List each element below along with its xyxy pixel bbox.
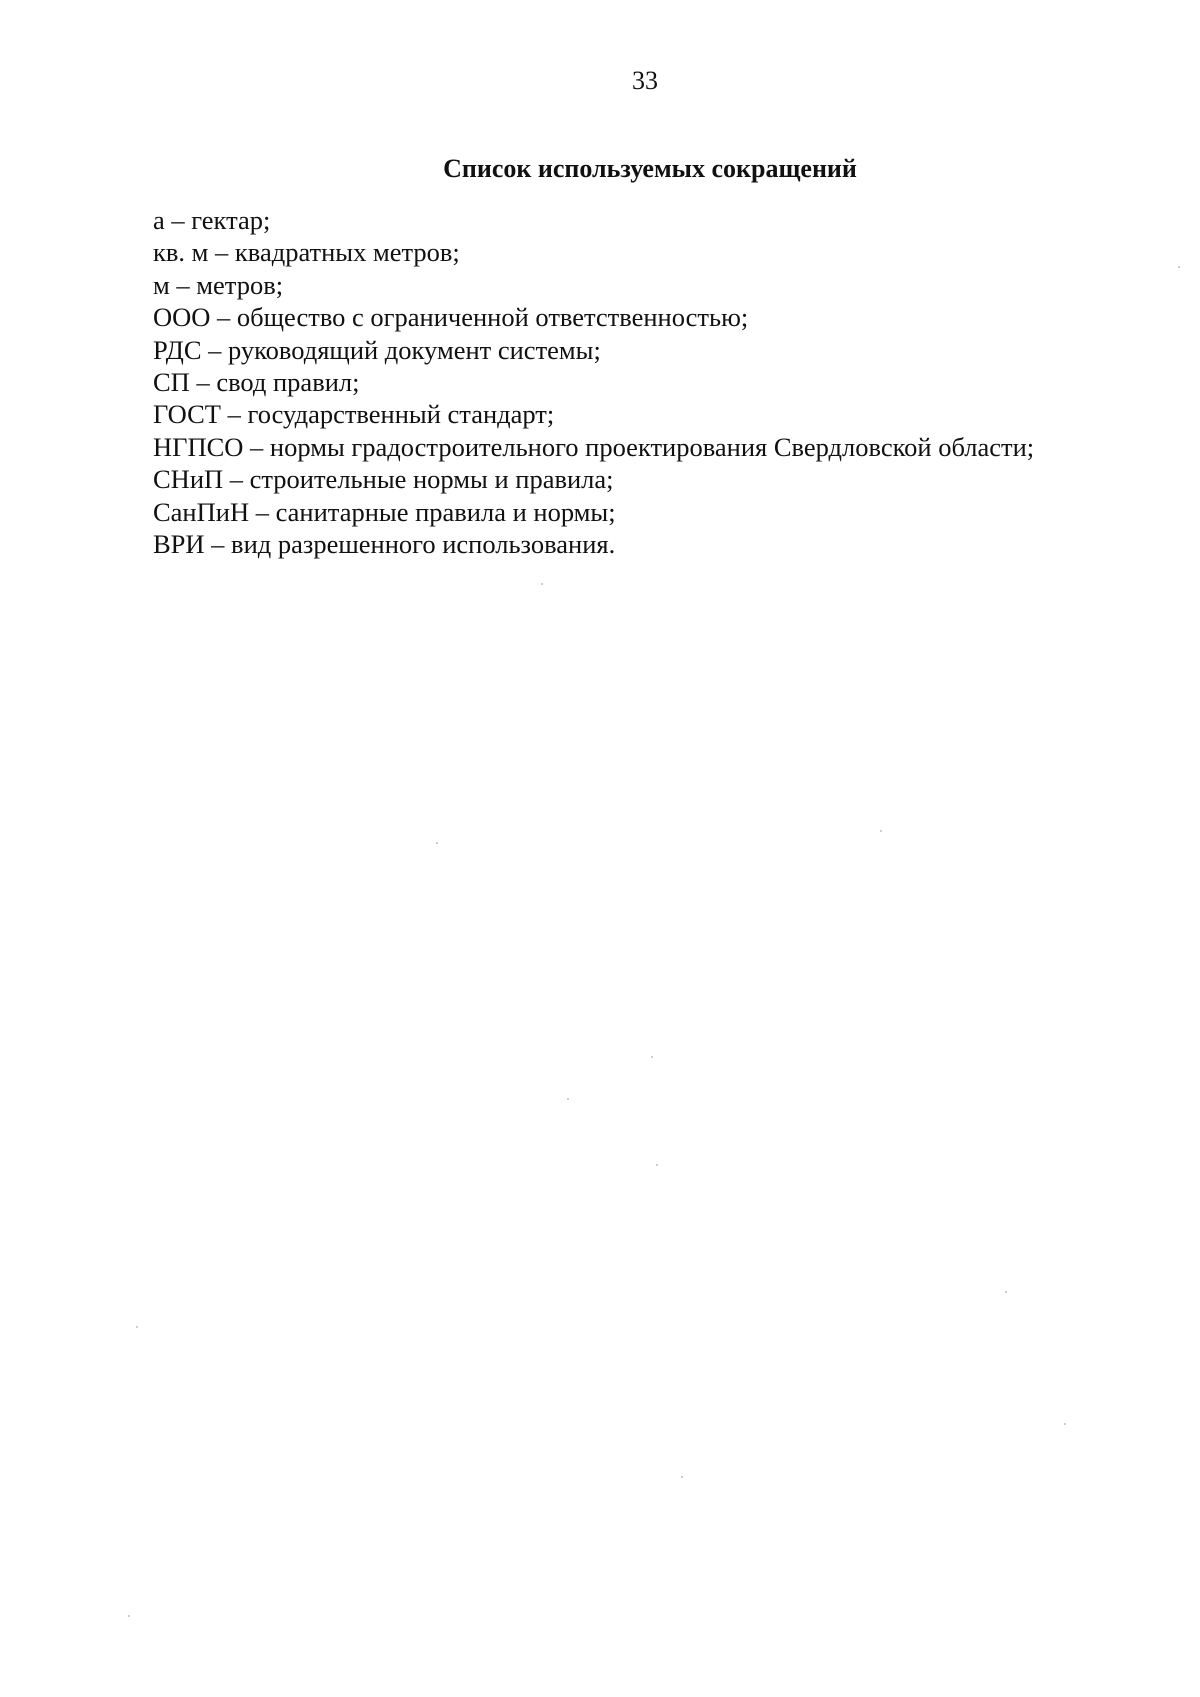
scan-speck <box>656 1164 658 1166</box>
page-number: 33 <box>632 66 658 95</box>
scan-speck <box>567 1098 569 1100</box>
list-item: а – гектар; <box>153 205 271 235</box>
scan-speck <box>436 842 438 844</box>
scan-speck <box>1064 1423 1066 1425</box>
list-item: РДС – руководящий документ системы; <box>153 334 601 365</box>
list-item: ГОСТ – государственный стандарт; <box>153 399 555 430</box>
list-item: НГПСО – нормы градостроительного проектирования Свердловской области; <box>153 431 1035 462</box>
list-item: СНиП – строительные нормы и правила; <box>153 464 614 495</box>
scan-speck <box>651 1056 653 1058</box>
page-title: Список используемых сокращений <box>443 154 857 183</box>
list-item: ВРИ – вид разрешенного использования. <box>153 529 616 560</box>
list-item: СП – свод правил; <box>153 367 360 398</box>
scan-speck <box>1005 1291 1007 1293</box>
list-item: м – метров; <box>153 269 284 300</box>
list-item: СанПиН – санитарные правила и нормы; <box>153 496 616 527</box>
scan-speck <box>136 1326 138 1328</box>
list-item: ООО – общество с ограниченной ответственностью; <box>153 302 749 333</box>
scan-speck <box>681 1476 683 1478</box>
scan-speck <box>880 830 882 832</box>
scan-speck <box>1178 266 1180 268</box>
abbreviation-list <box>153 204 1034 560</box>
scan-speck <box>541 583 543 585</box>
scan-speck <box>128 1615 130 1617</box>
list-item: кв. м – квадратных метров; <box>153 237 460 268</box>
